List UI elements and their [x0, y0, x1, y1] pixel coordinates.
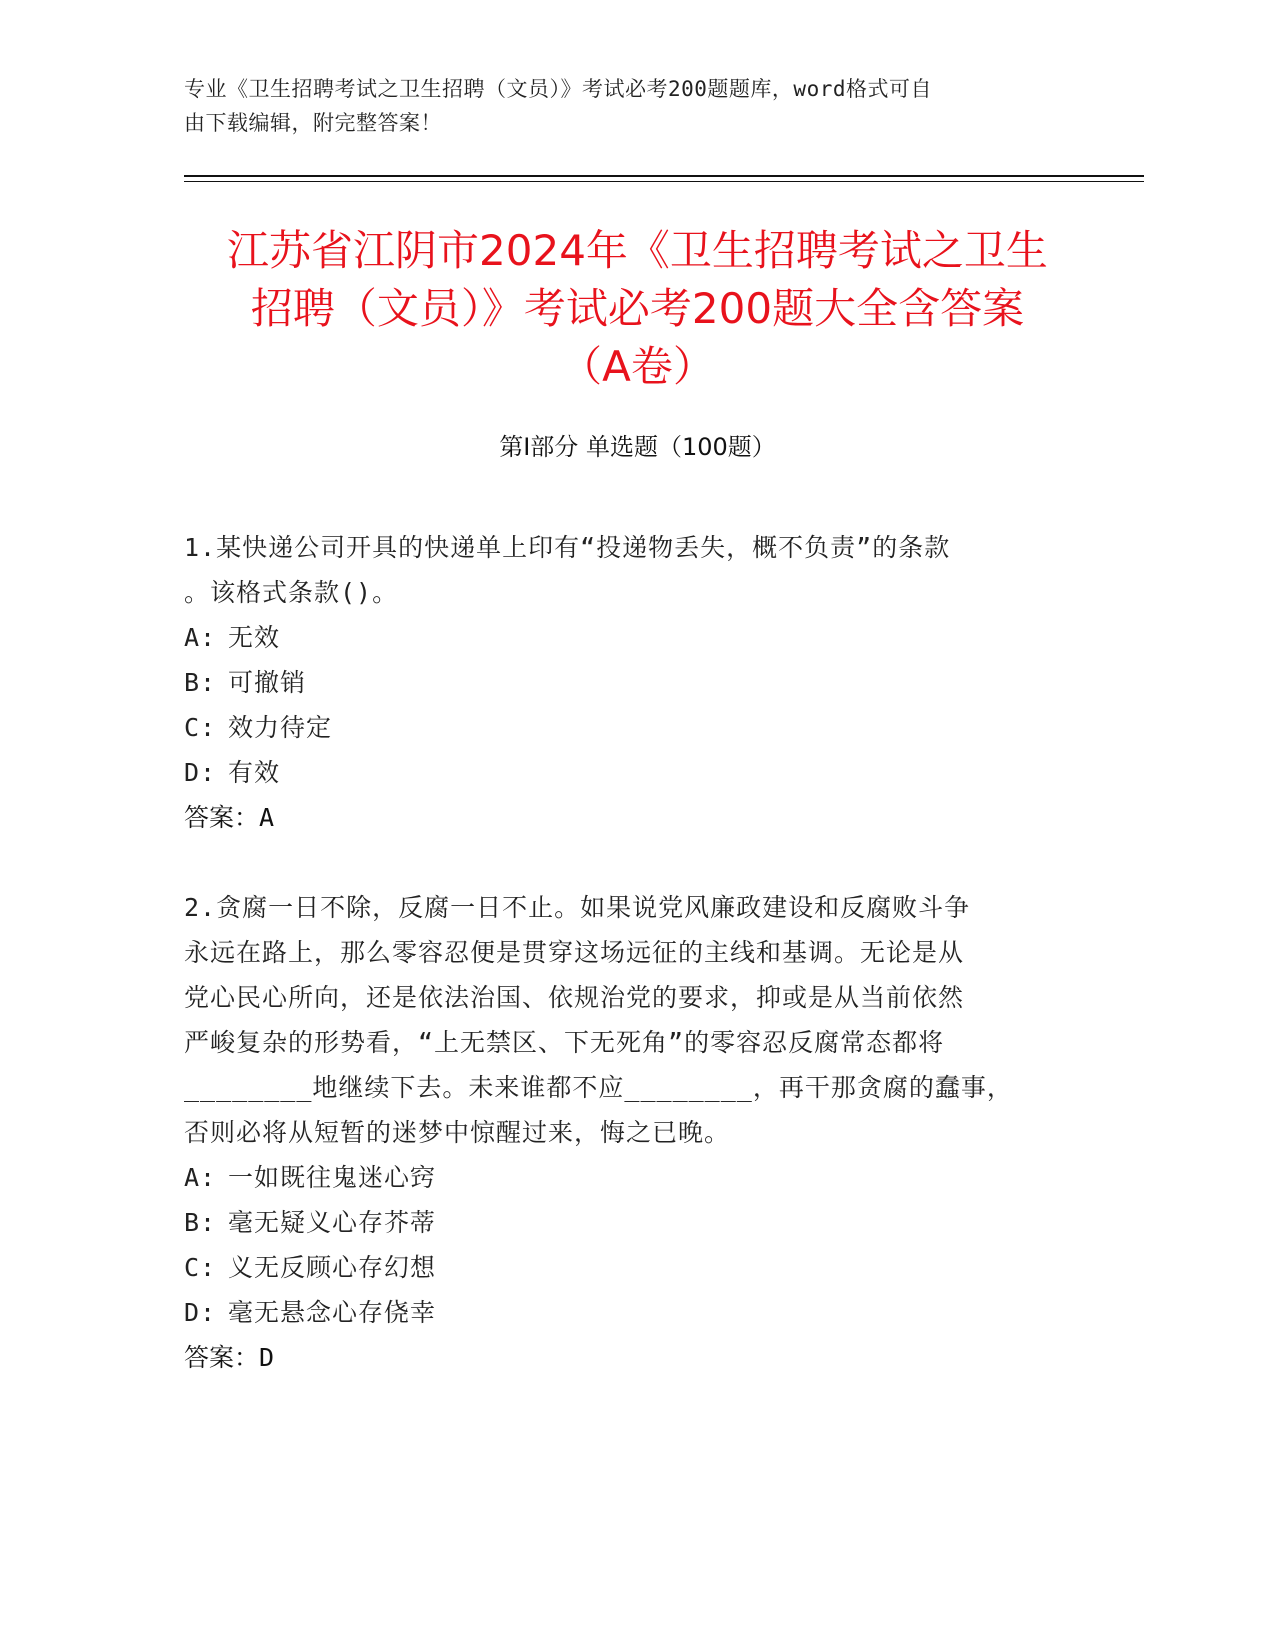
stem-line: 否则必将从短暂的迷梦中惊醒过来，悔之已晚。: [184, 1118, 731, 1147]
option-text: 毫无疑义心存芥蒂: [228, 1208, 437, 1237]
header-note-line: 由下载编辑，附完整答案！: [184, 111, 442, 135]
answer-line: [184, 795, 1064, 840]
title-line: 招聘（文员）》考试必考200题大全含答案: [250, 284, 1025, 333]
option-c: [184, 1245, 1064, 1290]
answer-line: [184, 1335, 1064, 1380]
answer-value: D: [259, 1343, 275, 1372]
option-key: C:: [184, 713, 217, 742]
option-text: 一如既往鬼迷心窍: [228, 1163, 437, 1192]
option-text: 义无反顾心存幻想: [228, 1253, 437, 1282]
option-d: [184, 750, 1064, 795]
answer-label: 答案：: [184, 1343, 260, 1372]
document-title: [150, 222, 1125, 396]
option-text: 无效: [228, 623, 281, 652]
option-text: 可撤销: [228, 668, 307, 697]
option-d: [184, 1290, 1064, 1335]
title-line: 江苏省江阴市2024年《卫生招聘考试之卫生: [227, 226, 1048, 275]
option-text: 有效: [228, 758, 281, 787]
stem-line: 永远在路上，那么零容忍便是贯穿这场远征的主线和基调。无论是从: [184, 938, 965, 967]
question-stem: [184, 885, 1064, 1155]
option-key: D:: [184, 758, 217, 787]
question-stem: [184, 525, 1064, 615]
question-1: [184, 525, 1064, 840]
stem-line: ________地继续下去。未来谁都不应________，再干那贪腐的蠢事，: [184, 1073, 1013, 1102]
stem-line: 2.贪腐一日不除，反腐一日不止。如果说党风廉政建设和反腐败斗争: [184, 893, 971, 922]
option-text: 毫无悬念心存侥幸: [228, 1298, 437, 1327]
header-note-line: 专业《卫生招聘考试之卫生招聘（文员）》考试必考200题题库，word格式可自: [184, 77, 932, 101]
stem-line: 1.某快递公司开具的快递单上印有“投递物丢失，概不负责”的条款: [184, 533, 951, 562]
answer-label: 答案：: [184, 803, 260, 832]
answer-value: A: [259, 803, 275, 832]
option-key: B:: [184, 1208, 217, 1237]
option-key: D:: [184, 1298, 217, 1327]
option-a: [184, 1155, 1064, 1200]
option-a: [184, 615, 1064, 660]
stem-line: 党心民心所向，还是依法治国、依规治党的要求，抑或是从当前依然: [184, 983, 965, 1012]
option-b: [184, 1200, 1064, 1245]
option-b: [184, 660, 1064, 705]
header-rule-thin: [184, 181, 1144, 182]
header-note: [184, 72, 1064, 140]
title-line: （A卷）: [560, 342, 715, 391]
option-key: B:: [184, 668, 217, 697]
stem-line: 严峻复杂的形势看，“上无禁区、下无死角”的零容忍反腐常态都将: [184, 1028, 945, 1057]
stem-line: 。该格式条款()。: [184, 578, 399, 607]
question-2: [184, 885, 1064, 1380]
section-heading: 第Ⅰ部分 单选题（100题）: [499, 433, 776, 461]
header-rule-thick: [184, 175, 1144, 177]
option-text: 效力待定: [228, 713, 333, 742]
option-key: C:: [184, 1253, 217, 1282]
option-key: A:: [184, 623, 217, 652]
option-key: A:: [184, 1163, 217, 1192]
option-c: [184, 705, 1064, 750]
